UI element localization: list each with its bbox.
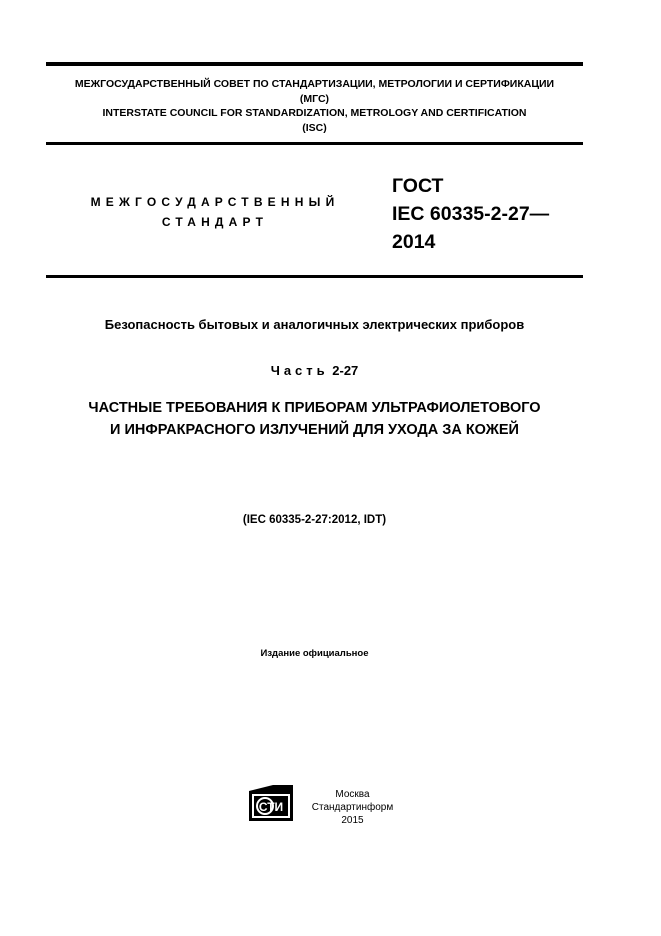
council-abbr-ru: (МГС) [299, 92, 330, 105]
iec-reference: (IEC 60335-2-27:2012, IDT) [242, 514, 387, 526]
header-rule [46, 142, 583, 145]
part-number [30, 363, 599, 378]
svg-text:СТИ: СТИ [258, 800, 284, 814]
top-rule [46, 62, 583, 66]
publisher-block [300, 788, 405, 827]
designation-rule [46, 275, 583, 278]
part-value: 2-27 [332, 363, 359, 378]
council-abbr-en: (ISC) [302, 121, 327, 134]
standartinform-logo-icon [249, 785, 293, 821]
document-title: Безопасность бытовых и аналогичных электрических приборов [104, 317, 525, 332]
standard-designation [392, 172, 549, 256]
designation-line1: ГОСТ [392, 175, 444, 197]
part-label: Часть [270, 363, 329, 378]
designation-line2: IEC 60335-2-27— [392, 203, 550, 225]
publisher-city: Москва [335, 789, 370, 800]
council-name-en: INTERSTATE COUNCIL FOR STANDARDIZATION, METROLOGY AND CERTIFICATION [102, 107, 527, 120]
edition-note: Издание официальное [260, 648, 369, 659]
subtitle-line2: И ИНФРАКРАСНОГО ИЗЛУЧЕНИЙ ДЛЯ УХОДА ЗА КОЖЕЙ [110, 422, 519, 438]
standard-type-label [60, 192, 370, 232]
publisher-name: Стандартинформ [311, 802, 394, 813]
publisher-year: 2015 [341, 815, 364, 826]
designation-line3: 2014 [392, 231, 436, 253]
council-name-ru: МЕЖГОСУДАРСТВЕННЫЙ СОВЕТ ПО СТАНДАРТИЗАЦИИ, МЕТРОЛОГИИ И СЕРТИФИКАЦИИ [74, 78, 555, 90]
subtitle-line1: ЧАСТНЫЕ ТРЕБОВАНИЯ К ПРИБОРАМ УЛЬТРАФИОЛЕТОВОГО [88, 400, 541, 416]
council-header [46, 77, 583, 135]
document-subtitle [30, 397, 599, 441]
standard-type-line2: СТАНДАРТ [161, 215, 269, 229]
standard-type-line1: МЕЖГОСУДАРСТВЕННЫЙ [90, 195, 340, 209]
